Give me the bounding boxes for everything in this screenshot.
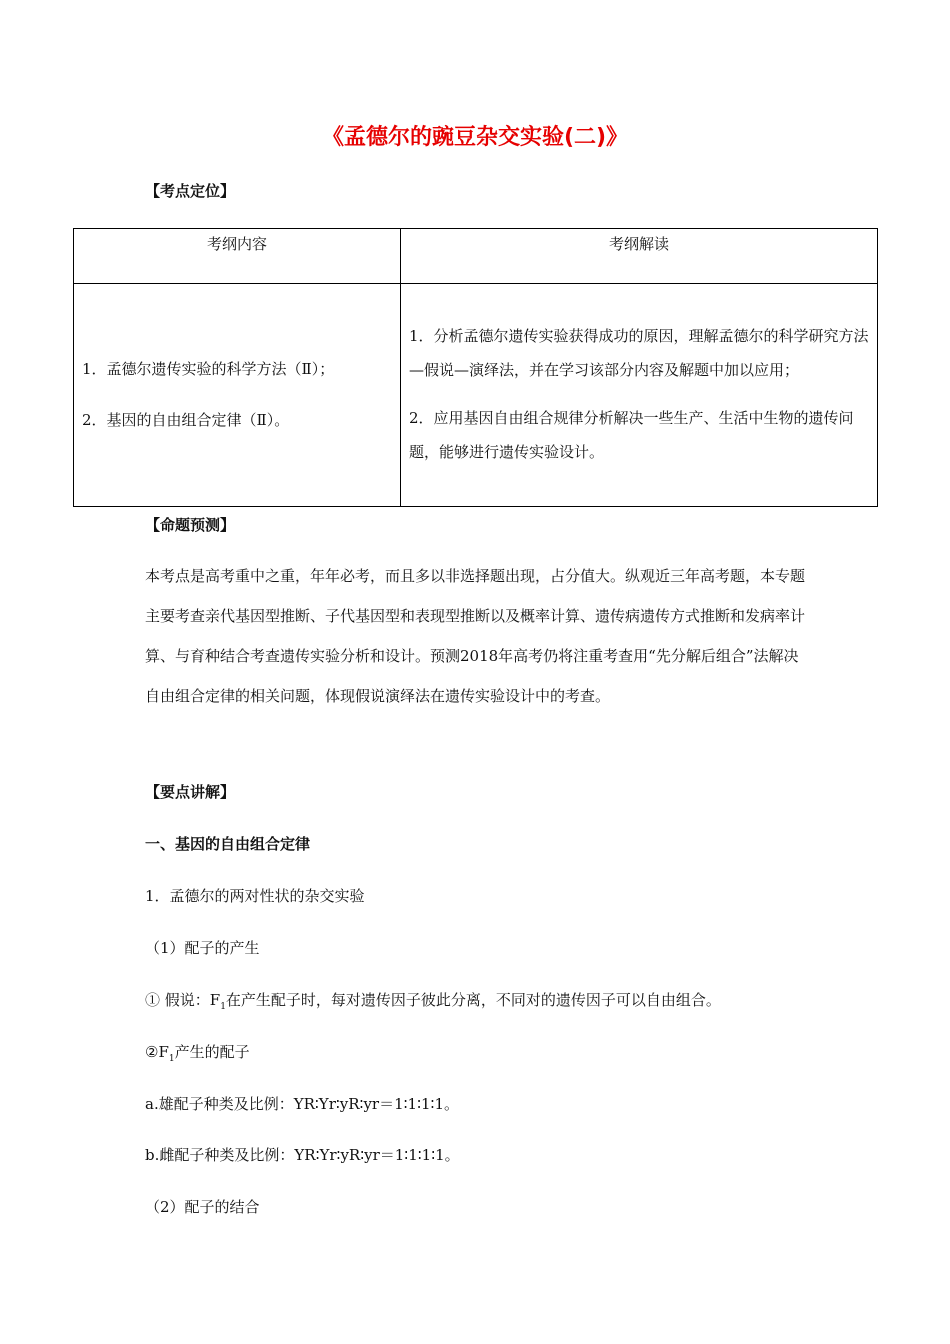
text-fragment: ②F — [145, 1043, 169, 1061]
text-line: a.雄配子种类及比例：YR∶Yr∶yR∶yr＝1∶1∶1∶1。 — [145, 1095, 459, 1113]
syllabus-interpretation-cell — [401, 284, 878, 507]
text-fragment: 在产生配子时，每对遗传因子彼此分离，不同对的遗传因子可以自由组合。 — [225, 991, 721, 1009]
interpretation-item: 2．应用基因自由组合规律分析解决一些生产、生活中生物的遗传问题，能够进行遗传实验设计。 — [409, 409, 854, 461]
interpretation-item: 1．分析孟德尔遗传实验获得成功的原因，理解孟德尔的科学研究方法—假说—演绎法，并在学习该部分内容及解题中加以应用； — [409, 327, 869, 379]
document-title: 《孟德尔的豌豆杂交实验(二)》 — [321, 125, 629, 150]
subscript: 1 — [168, 1054, 175, 1064]
text-line — [145, 989, 721, 1012]
syllabus-item: 1．孟德尔遗传实验的科学方法（Ⅱ）； — [82, 360, 335, 378]
section-heading-yaodian: 【要点讲解】 — [145, 783, 236, 801]
text-line — [145, 1041, 250, 1064]
text-fragment: 产生的配子 — [174, 1043, 250, 1061]
text-line: 1．孟德尔的两对性状的杂交实验 — [145, 887, 365, 905]
syllabus-content-cell — [74, 284, 401, 507]
table-header-row — [74, 229, 878, 284]
prediction-paragraph: 本考点是高考重中之重，年年必考，而且多以非选择题出现，占分值大。纵观近三年高考题，本专题主要考查亲代基因型推断、子代基因型和表现型推断以及概率计算、遗传病遗传方式推断和发病率计算、与育种结合考查遗传实验分析和设计。预测2018年高考仍将注重考查用“先分解后组合”法解决自由组合定律的相关问题，体现假说演绎法在遗传实验设计中的考查。 — [145, 567, 806, 705]
text-line: （1）配子的产生 — [145, 939, 260, 957]
table-header-cell: 考纲内容 — [74, 229, 401, 284]
section-heading-kaodian: 【考点定位】 — [145, 182, 236, 200]
table-row — [74, 284, 878, 507]
heading-free-combination-law: 一、基因的自由组合定律 — [145, 835, 311, 853]
text-line: b.雌配子种类及比例：YR∶Yr∶yR∶yr＝1∶1∶1∶1。 — [145, 1146, 460, 1164]
subscript: 1 — [220, 1002, 226, 1012]
section-heading-mingti: 【命题预测】 — [145, 516, 236, 534]
table-header-cell: 考纲解读 — [401, 229, 878, 284]
text-line: （2）配子的结合 — [145, 1198, 260, 1216]
syllabus-item: 2．基因的自由组合定律（Ⅱ）。 — [82, 411, 290, 429]
syllabus-table — [73, 228, 878, 507]
text-fragment: ① 假说：F — [145, 991, 221, 1009]
